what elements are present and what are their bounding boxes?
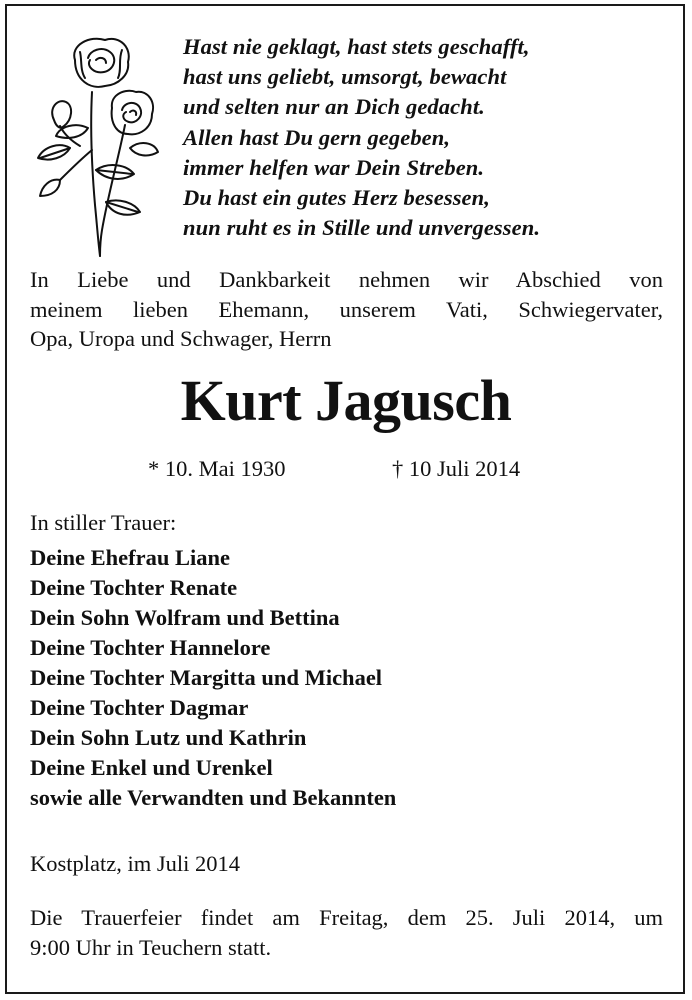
poem-line: Allen hast Du gern gegeben,	[183, 124, 451, 150]
poem-line: hast uns geliebt, umsorgt, bewacht	[183, 64, 507, 90]
mourner-item: Dein Sohn Lutz und Kathrin	[30, 725, 307, 750]
mourner-item: Dein Sohn Wolfram und Bettina	[30, 605, 340, 630]
death-date: † 10 Juli 2014	[392, 456, 521, 481]
rose-illustration	[30, 30, 160, 260]
mourner-item: sowie alle Verwandten und Bekannten	[30, 785, 397, 810]
service-info	[30, 903, 663, 963]
mourner-item: Deine Tochter Renate	[30, 575, 238, 600]
mourners-heading: In stiller Trauer:	[30, 510, 177, 535]
intro-line: In Liebe und Dankbarkeit nehmen wir Abschied von	[30, 267, 663, 292]
mourner-item: Deine Ehefrau Liane	[30, 545, 230, 570]
mourners-list	[30, 543, 396, 813]
intro-line: meinem lieben Ehemann, unserem Vati, Schwiegervater,	[30, 296, 663, 322]
service-line: 9:00 Uhr in Teuchern statt.	[30, 935, 272, 960]
deceased-name: Kurt Jagusch	[180, 368, 512, 433]
poem-line: Du hast ein gutes Herz besessen,	[183, 185, 490, 211]
poem-line: immer helfen war Dein Streben.	[183, 154, 485, 180]
mourner-item: Deine Tochter Hannelore	[30, 635, 271, 660]
birth-date: * 10. Mai 1930	[148, 456, 286, 481]
place-date: Kostplatz, im Juli 2014	[30, 851, 240, 876]
poem-line: und selten nur an Dich gedacht.	[183, 94, 485, 120]
poem	[183, 32, 663, 243]
poem-line: Hast nie geklagt, hast stets geschafft,	[183, 34, 530, 59]
mourner-item: Deine Tochter Dagmar	[30, 695, 249, 720]
service-line: Die Trauerfeier findet am Freitag, dem 25. Juli 2014, um	[30, 905, 663, 930]
mourner-item: Deine Tochter Margitta und Michael	[30, 665, 383, 690]
intro-text	[30, 265, 663, 354]
mourner-item: Deine Enkel und Urenkel	[30, 755, 273, 780]
poem-line: nun ruht es in Stille und unvergessen.	[183, 215, 541, 241]
intro-line: Opa, Uropa und Schwager, Herrn	[30, 326, 332, 351]
